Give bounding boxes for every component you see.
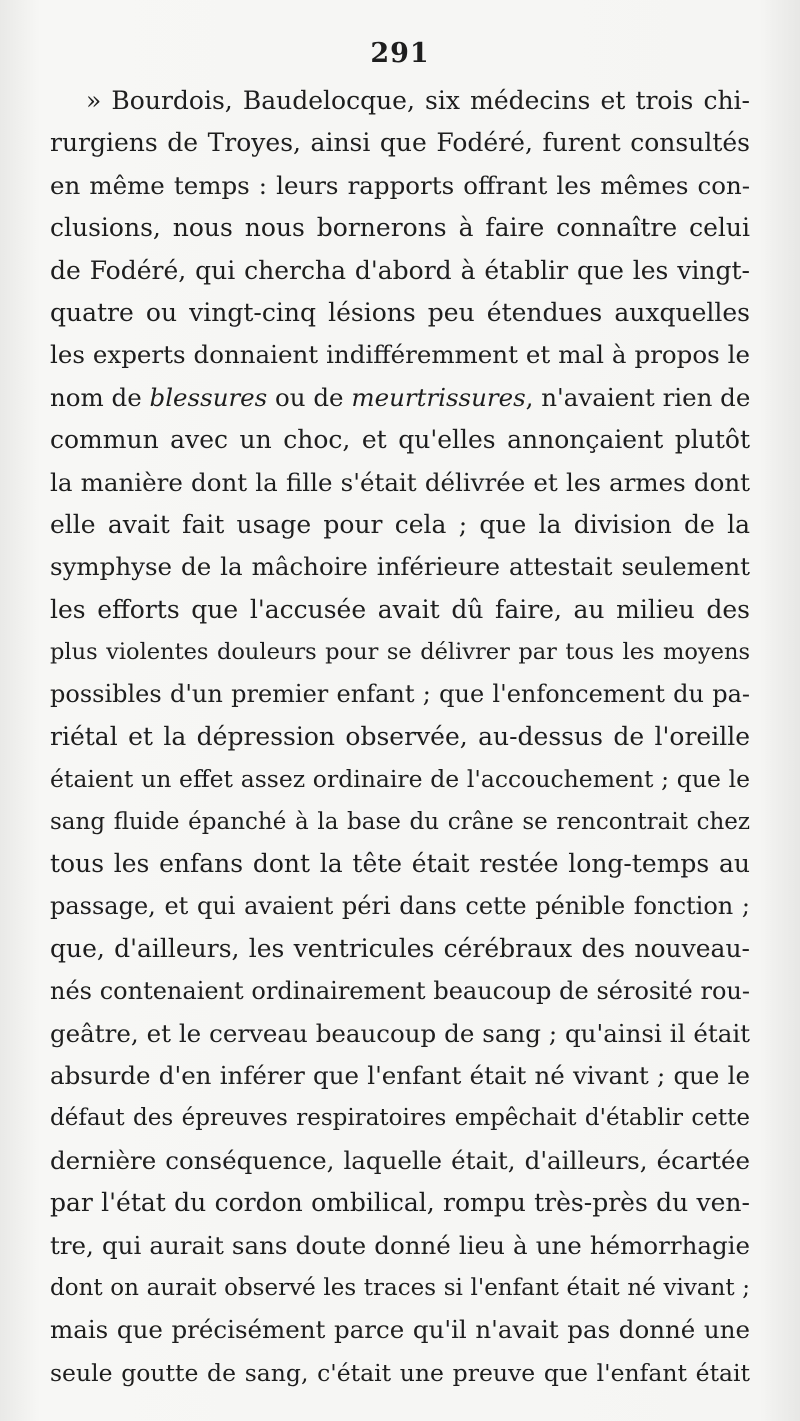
text-line: les efforts que l'accusée avait dû faire, au milieu des [50, 594, 750, 624]
text-line: nom de blessures ou de meurtrissures, n'avaient rien de [50, 382, 750, 412]
text-line: quatre ou vingt-cinq lésions peu étendues auxquelles [50, 297, 750, 327]
text-line: mais que précisément parce qu'il n'avait pas donné une [50, 1315, 750, 1345]
text-line: dont on aurait observé les traces si l'enfant était né vivant ; [50, 1274, 750, 1301]
text-line: dernière conséquence, laquelle était, d'ailleurs, écartée [50, 1145, 750, 1175]
text-line: absurde d'en inférer que l'enfant était né vivant ; que le [50, 1060, 750, 1090]
text-line: tous les enfans dont la tête était restée long-temps au [50, 849, 750, 879]
text-line: sang fluide épanché à la base du crâne se rencontrait chez [50, 808, 750, 835]
text-line: possibles d'un premier enfant ; que l'enfoncement du pa- [50, 680, 750, 709]
text-line: riétal et la dépression observée, au-dessus de l'oreille [50, 721, 750, 751]
text-line: elle avait fait usage pour cela ; que la division de la [50, 509, 750, 539]
text-line: passage, et qui avaient péri dans cette pénible fonction ; [50, 892, 750, 921]
text-line: par l'état du cordon ombilical, rompu très-près du ven- [50, 1188, 750, 1218]
text-line: » Bourdois, Baudelocque, six médecins et trois chi- [86, 86, 750, 115]
text-line: commun avec un choc, et qu'elles annonçaient plutôt [50, 425, 750, 455]
text-line: clusions, nous nous bornerons à faire connaître celui [50, 213, 750, 243]
text-line: symphyse de la mâchoire inférieure attestait seulement [50, 552, 750, 582]
text-line: la manière dont la fille s'était délivrée et les armes dont [50, 467, 750, 497]
text-line: étaient un effet assez ordinaire de l'accouchement ; que le [50, 765, 750, 794]
text-line: seule goutte de sang, c'était une preuve que l'enfant était [50, 1358, 750, 1387]
text-line: les experts donnaient indifféremment et mal à propos le [50, 340, 750, 370]
text-line: défaut des épreuves respiratoires empêchait d'établir cette [50, 1105, 750, 1132]
body-text [50, 80, 750, 1394]
text-line: tre, qui aurait sans doute donné lieu à une hémorrhagie [50, 1230, 750, 1260]
text-line: que, d'ailleurs, les ventricules cérébraux des nouveau- [50, 933, 750, 963]
text-line: en même temps : leurs rapports offrant les mêmes con- [50, 170, 750, 200]
page-number: 291 [370, 38, 430, 69]
text-line: nés contenaient ordinairement beaucoup de sérosité rou- [50, 977, 750, 1006]
text-line: geâtre, et le cerveau beaucoup de sang ; qu'ainsi il était [50, 1018, 750, 1048]
text-line: plus violentes douleurs pour se délivrer par tous les moyens [50, 639, 750, 666]
text-line: de Fodéré, qui chercha d'abord à établir que les vingt- [50, 255, 750, 285]
text-line: rurgiens de Troyes, ainsi que Fodéré, furent consultés [50, 128, 750, 158]
